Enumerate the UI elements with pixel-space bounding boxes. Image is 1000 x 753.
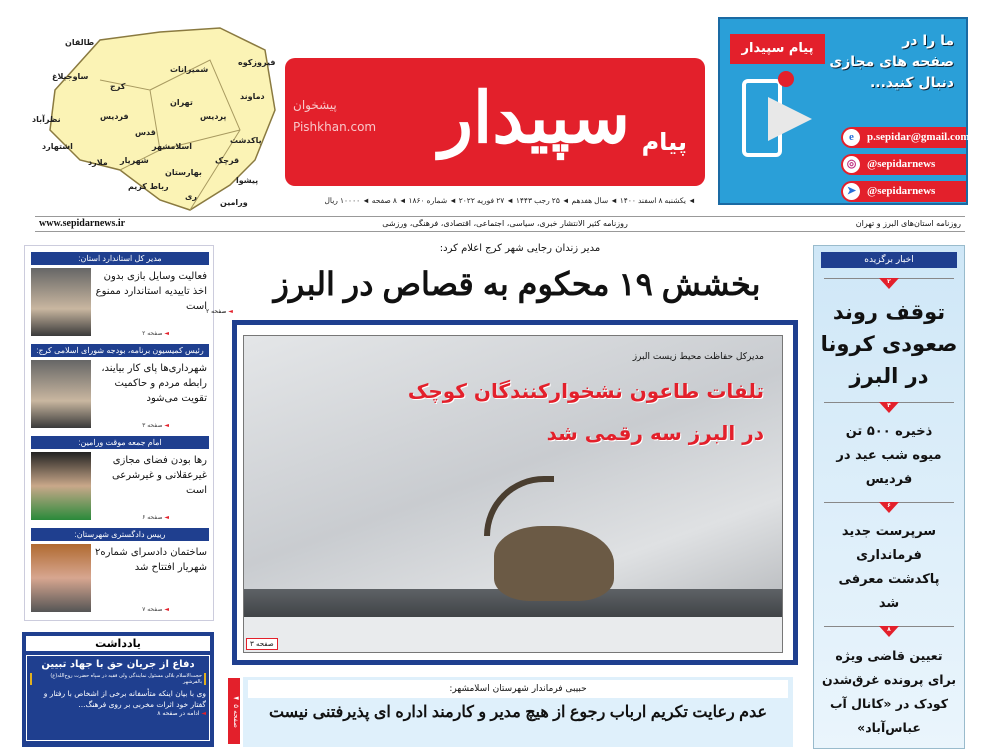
page-ref: ◄ صفحه ۲	[142, 330, 169, 337]
divider	[824, 278, 954, 290]
map-label: شهریار	[120, 156, 149, 165]
instagram-icon: ◎	[843, 156, 860, 173]
left-news-column	[24, 245, 214, 621]
lower-headline: عدم رعایت تکریم ارباب رجوع از هیچ مدیر و کارمند اداره ای پذیرفتنی نیست	[268, 704, 768, 721]
news-text: شهرداری‌ها پای کار بیایند، رابطه مردم و حاکمیت تقویت می‌شود	[101, 363, 207, 404]
map-label: کرج	[110, 82, 126, 91]
info-bar	[35, 216, 965, 232]
page-ref-text: صفحه ۲	[206, 308, 227, 315]
snow-foreground	[244, 617, 782, 652]
news-photo	[31, 268, 91, 336]
map-label: تهران	[170, 98, 193, 107]
paper-description: روزنامه کثیر الانتشار خبری، سیاسی، اجتماعی، اقتصادی، فرهنگی، ورزشی	[382, 219, 628, 228]
photo-headline	[408, 370, 764, 454]
news-item[interactable]	[31, 436, 209, 524]
map-label: ملارد	[88, 158, 108, 167]
news-photo	[31, 360, 91, 428]
telegram-link[interactable]	[841, 181, 966, 202]
ad-line: دنبال کنید...	[869, 75, 954, 91]
map-label: شمیرانات	[170, 65, 209, 74]
ibex-photo	[494, 526, 614, 601]
instagram-text: @sepidarnews	[867, 158, 936, 170]
lower-page-tab: ◄ صفحه ۵	[228, 678, 240, 744]
paper-region: روزنامه استان‌های البرز و تهران	[855, 219, 961, 228]
megaphone-icon	[768, 97, 812, 141]
map-label: قدس	[135, 128, 156, 137]
instagram-link[interactable]	[841, 154, 966, 175]
map-label: نظرآباد	[32, 115, 61, 124]
ad-line: صفحه های مجازی	[829, 54, 954, 70]
map-label: اشتهارد	[42, 142, 73, 151]
watermark-en: Pishkhan.com	[293, 120, 377, 134]
email-link[interactable]	[841, 127, 970, 148]
page-ref: ◄ صفحه ۳	[142, 422, 169, 429]
map-label: ری	[185, 192, 197, 201]
email-text: p.sepidar@gmail.com	[867, 131, 970, 143]
photo-headline-line: تلفات طاعون نشخوارکنندگان کوچک	[407, 379, 764, 403]
email-icon: e	[843, 129, 860, 146]
social-media-ad[interactable]	[718, 17, 968, 205]
page-number: ۶	[887, 502, 891, 509]
news-photo	[31, 544, 91, 612]
logo-main-text: سپیدار	[439, 76, 630, 159]
news-text: ساختمان دادسرای شماره۲ شهریار افتتاح شد	[95, 547, 207, 573]
dateline: ◄ یکشنبه ۸ اسفند ۱۴۰۰ ◄ سال هفدهم ◄ ۲۵ رجب ۱۴۴۳ ◄ ۲۷ فوریه ۲۰۲۲ ◄ شماره ۱۸۶۰ ◄ ۸ صفحه ◄ ۱۰۰۰۰ ریال	[324, 196, 696, 205]
logo-small-text: پیام	[641, 128, 687, 156]
news-item[interactable]	[31, 344, 209, 432]
news-header: رییس دادگستری شهرستان:	[31, 528, 209, 541]
map-label: بهارستان	[165, 168, 202, 177]
page-ref-text: صفحه ۶	[142, 514, 163, 521]
province-map	[32, 20, 290, 215]
telegram-text: @sepidarnews	[867, 185, 936, 197]
page-number: ۲	[887, 278, 891, 285]
featured-item[interactable]: سرپرست جدید فرمانداری پاکدشت معرفی شد	[838, 524, 940, 611]
note-continued-text: ادامه در صفحه ۸	[157, 710, 200, 717]
note-continued: ◄ ادامه در صفحه ۸	[157, 710, 206, 717]
note-title: دفاع از جریان حق با جهاد تبیین	[41, 659, 195, 670]
map-label: ورامین	[220, 198, 248, 207]
page-ref: ◄ صفحه ۷	[142, 606, 169, 613]
map-label: پیشوا	[236, 176, 259, 185]
editorial-note[interactable]	[22, 632, 214, 747]
ad-line: ما را در	[902, 33, 954, 49]
map-label: پاکدشت	[230, 136, 262, 145]
page-ref: ◄ صفحه ۶	[142, 514, 169, 521]
lower-kicker: حبیبی فرماندار شهرستان اسلامشهر:	[248, 680, 788, 698]
map-label: اسلامشهر	[152, 142, 193, 151]
page-ref-text: صفحه ۲	[142, 330, 163, 337]
page-number: ۴	[887, 402, 891, 409]
news-item[interactable]	[31, 252, 209, 340]
featured-item[interactable]: ذخیره ۵۰۰ تن میوه شب عید در فردیس	[836, 424, 942, 487]
map-label: فیروزکوه	[238, 58, 276, 67]
news-text: رها بودن فضای مجازی غیرعقلانی و غیرشرعی است	[111, 455, 207, 496]
main-headline[interactable]: بخشش ۱۹ محکوم به قصاص در البرز	[273, 266, 761, 302]
map-label: ساوجبلاغ	[52, 72, 89, 81]
watermark-fa: پیشخوان	[293, 98, 337, 112]
notification-dot-icon	[778, 71, 794, 87]
divider	[824, 402, 954, 414]
news-photo	[31, 452, 91, 520]
note-header: یادداشت	[26, 636, 210, 651]
map-label: قرچک	[215, 156, 240, 165]
map-label: رباط کریم	[128, 182, 169, 191]
featured-item[interactable]: توقف روند صعودی کرونا در البرز	[820, 300, 958, 388]
divider	[824, 502, 954, 514]
main-photo-story[interactable]	[243, 335, 783, 653]
note-text: وی با بیان اینکه متأسفانه برخی از اشخاص با رفتار و گفتار خود اثرات مخربی بر روی فرهنگ...	[43, 689, 206, 709]
news-item[interactable]	[31, 528, 209, 616]
lower-story[interactable]	[243, 677, 793, 747]
map-label: طالقان	[65, 38, 95, 47]
map-label: پردیس	[200, 112, 227, 121]
map-label: فردیس	[100, 112, 129, 121]
featured-item[interactable]: تعیین قاضی ویژه برای پرونده غرق‌شدن کودک در «کانال آب عباس‌آباد»	[821, 648, 957, 735]
news-header: امام جمعه موقت ورامین:	[31, 436, 209, 449]
website-link[interactable]: www.sepidarnews.ir	[39, 218, 126, 229]
main-kicker: مدیر زندان رجایی شهر کرج اعلام کرد:	[439, 243, 601, 254]
ad-text	[829, 31, 954, 94]
note-author: حجت‌الاسلام بلالی مسئول نمایندگی ولی فقیه در سپاه حضرت روح‌الله(ع) بالفرشهر	[30, 673, 206, 685]
page-number: ۸	[887, 626, 891, 633]
map-label: دماوند	[240, 92, 265, 101]
ad-mini-logo: پیام سپیدار	[730, 34, 825, 64]
featured-news-column	[813, 245, 965, 749]
featured-header: اخبار برگزیده	[821, 252, 957, 268]
note-body	[26, 655, 210, 741]
news-header: مدیر کل استاندارد استان:	[31, 252, 209, 265]
news-header: رئیس کمیسیون برنامه، بودجه شورای اسلامی کرج:	[31, 344, 209, 357]
page-ref-text: صفحه ۷	[142, 606, 163, 613]
photo-headline-line: در البرز سه رقمی شد	[546, 421, 764, 445]
photo-page-ref: صفحه ۳	[246, 638, 278, 650]
masthead-logo[interactable]	[285, 58, 705, 186]
photo-kicker: مدیرکل حفاظت محیط زیست البرز	[632, 352, 764, 362]
telegram-icon: ➤	[843, 183, 860, 200]
page-ref-text: صفحه ۳	[142, 422, 163, 429]
headline-page-ref: ◄ صفحه ۲	[206, 308, 233, 315]
news-text: فعالیت وسایل بازی بدون اخذ تاییدیه استاندارد ممنوع است	[95, 271, 207, 312]
divider	[824, 626, 954, 638]
